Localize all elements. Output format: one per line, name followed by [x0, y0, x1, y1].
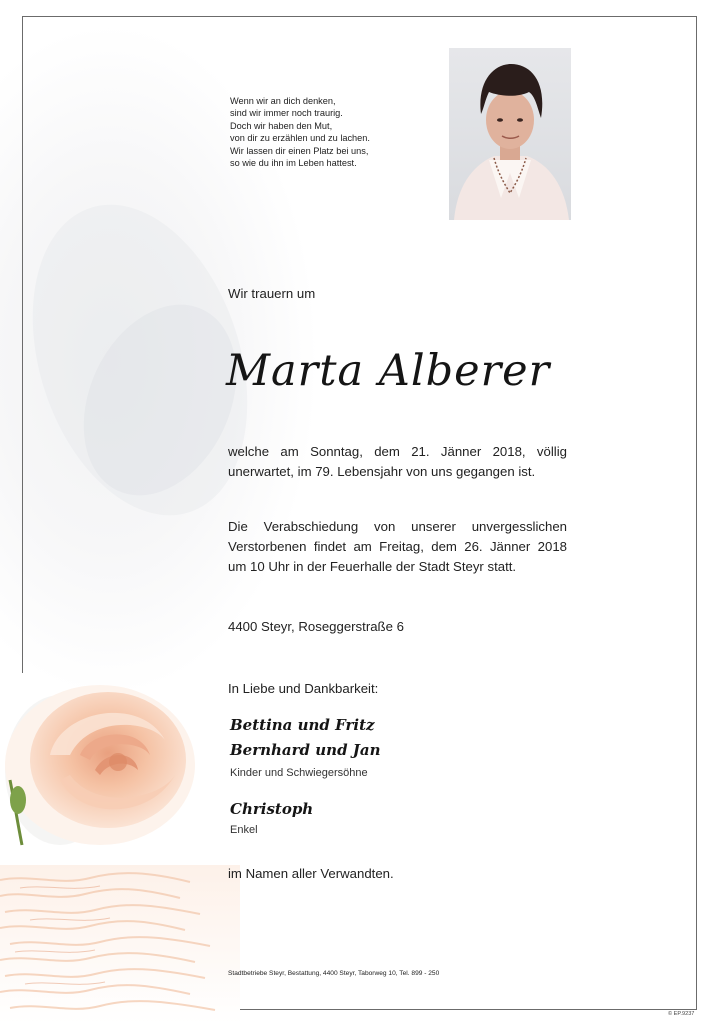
poem [230, 95, 430, 169]
frame-line-left [22, 16, 23, 673]
farewell-line: Die Verabschiedung von unserer unvergesslichen [228, 519, 567, 534]
farewell-notice [228, 517, 567, 577]
poem-line: Wenn wir an dich denken, [230, 96, 336, 106]
address: 4400 Steyr, Roseggerstraße 6 [228, 619, 404, 634]
mourners-intro: In Liebe und Dankbarkeit: [228, 681, 379, 696]
mourner-relation: Kinder und Schwiegersöhne [230, 767, 368, 779]
print-code: © EP.9237 [668, 1011, 695, 1017]
intro-text: Wir trauern um [228, 286, 316, 301]
poem-line: von dir zu erzählen und zu lachen. [230, 133, 370, 144]
farewell-line: Verstorbenen findet am Freitag, dem 26. Jänner 2018 [228, 539, 567, 554]
mourner-relation: Enkel [230, 824, 258, 836]
deceased-name: Marta Alberer [226, 346, 551, 396]
mourner-name: Christoph [230, 800, 314, 818]
rose-image [0, 660, 240, 1024]
mourner-name: Bettina und Fritz [230, 716, 375, 734]
closing-text: im Namen aller Verwandten. [228, 866, 394, 881]
funeral-home-footer: Stadtbetriebe Steyr, Bestattung, 4400 Steyr, Taborweg 10, Tel. 899 - 250 [228, 970, 440, 977]
poem-line: so wie du ihn im Leben hattest. [230, 158, 357, 169]
poem-line: Doch wir haben den Mut, [230, 120, 333, 131]
frame-line-bottom [210, 1009, 697, 1010]
poem-line: sind wir immer noch traurig. [230, 108, 343, 119]
death-notice-line: unerwartet, im 79. Lebensjahr von uns gegangen ist. [228, 464, 536, 479]
background-rose-shadow-inner [54, 280, 265, 520]
death-notice [228, 442, 567, 482]
frame-line-top [22, 16, 697, 17]
mourner-name: Bernhard und Jan [230, 741, 381, 759]
farewell-line: um 10 Uhr in der Feuerhalle der Stadt Steyr statt. [228, 559, 517, 574]
frame-line-right [696, 16, 697, 1010]
portrait-photo [449, 48, 571, 220]
death-notice-line: welche am Sonntag, dem 21. Jänner 2018, völlig [228, 444, 567, 459]
poem-line: Wir lassen dir einen Platz bei uns, [230, 145, 369, 156]
